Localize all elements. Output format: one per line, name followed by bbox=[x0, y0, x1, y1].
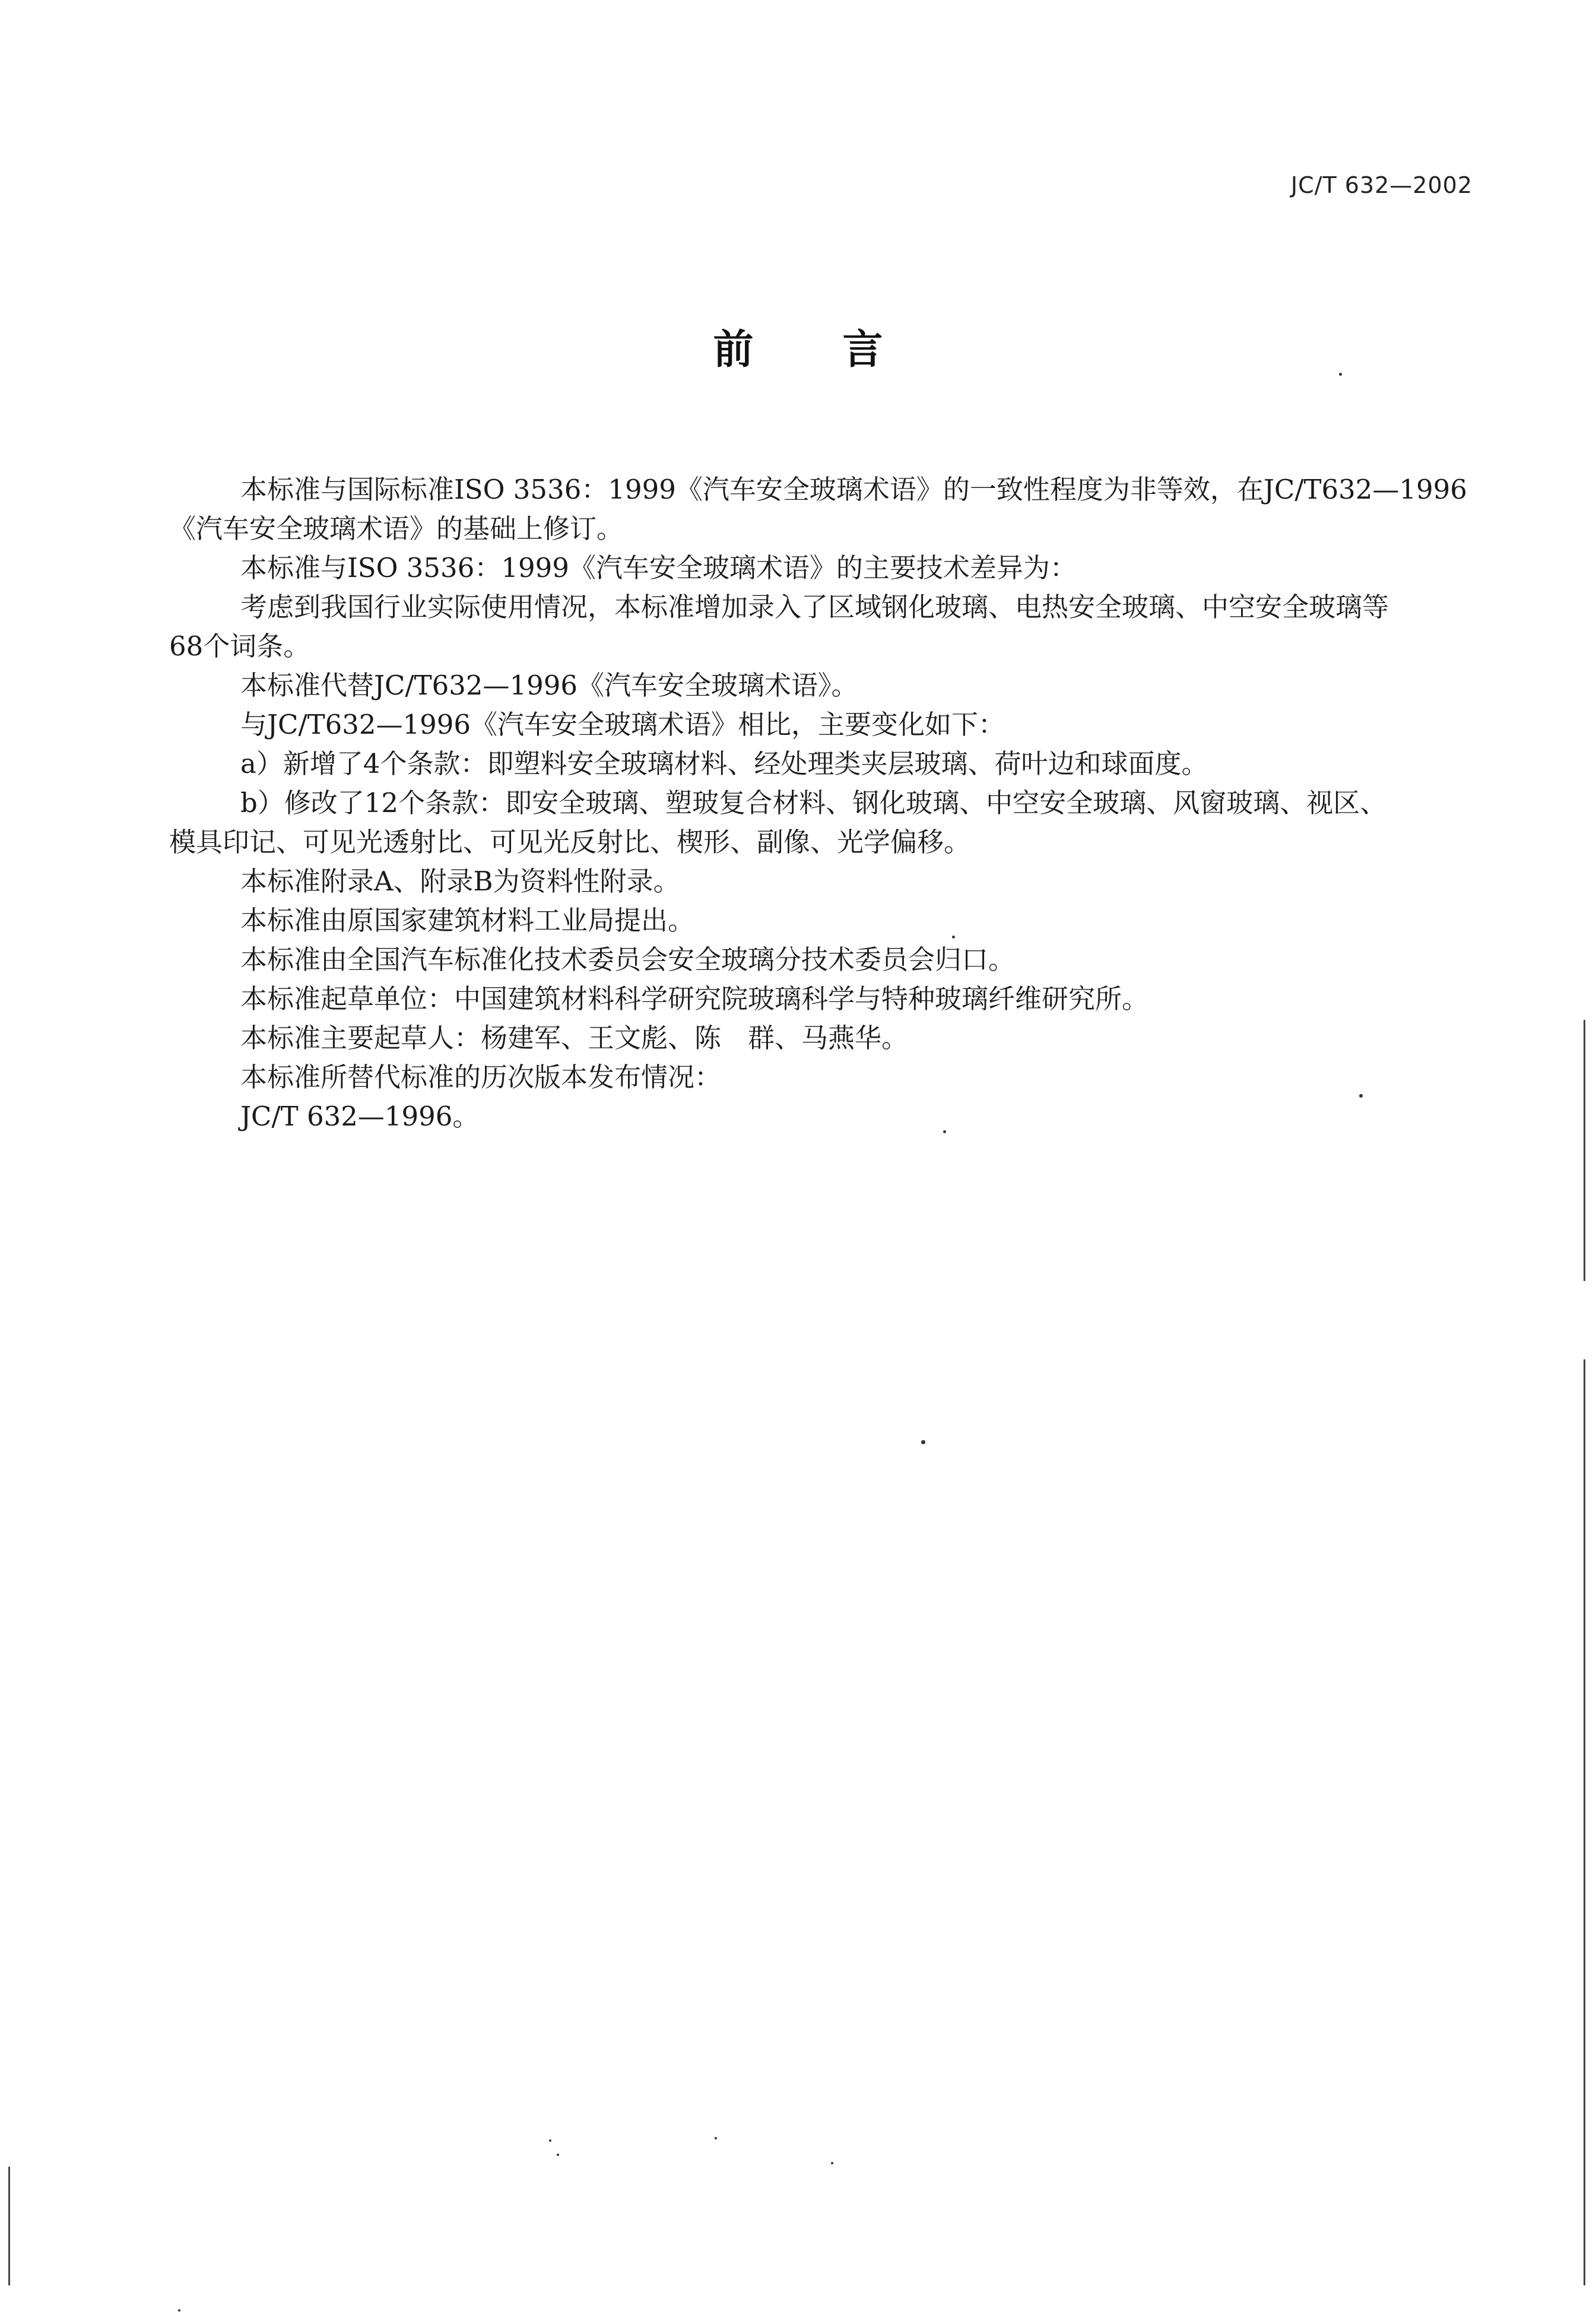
paragraph-drafting-unit: 本标准起草单位：中国建筑材料科学研究院玻璃科学与特种玻璃纤维研究所。 bbox=[240, 983, 1149, 1014]
paragraph-history-version: JC/T 632—1996。 bbox=[240, 1101, 480, 1132]
scan-speck bbox=[952, 936, 955, 939]
paragraph-added-terms: 考虑到我国行业实际使用情况，本标准增加录入了区域钢化玻璃、电热安全玻璃、中空安全玻璃等 bbox=[240, 591, 1389, 623]
list-item-b-cont: 模具印记、可见光透射比、可见光反射比、楔形、副像、光学偏移。 bbox=[169, 826, 971, 858]
scan-edge-line bbox=[1584, 1359, 1585, 2285]
paragraph-main-changes: 与JC/T632—1996《汽车安全玻璃术语》相比，主要变化如下： bbox=[240, 709, 1005, 740]
paragraph-drafters: 本标准主要起草人：杨建军、王文彪、陈 群、马燕华。 bbox=[240, 1022, 909, 1054]
paragraph-centralized-by: 本标准由全国汽车标准化技术委员会安全玻璃分技术委员会归口。 bbox=[240, 944, 1016, 975]
standard-code: JC/T 632—2002 bbox=[1290, 172, 1473, 198]
scan-speck bbox=[549, 2139, 551, 2142]
page-title: 前言 bbox=[713, 326, 972, 373]
scan-speck bbox=[1359, 1094, 1363, 1098]
scan-edge-line bbox=[8, 2167, 10, 2285]
scan-edge-line bbox=[1584, 1020, 1585, 1281]
paragraph-added-terms-cont: 68个词条。 bbox=[169, 630, 310, 662]
paragraph-history: 本标准所替代标准的历次版本发布情况： bbox=[240, 1061, 722, 1093]
scan-speck bbox=[831, 2162, 833, 2164]
paragraph-appendix: 本标准附录A、附录B为资料性附录。 bbox=[240, 865, 680, 897]
scan-speck bbox=[1339, 373, 1342, 376]
paragraph-iso-consistency: 本标准与国际标准ISO 3536：1999《汽车安全玻璃术语》的一致性程度为非等效，在JC/T632—1996 bbox=[240, 474, 1467, 505]
scan-speck bbox=[921, 1440, 925, 1444]
foreword-body bbox=[169, 470, 1475, 1136]
scan-speck bbox=[178, 2309, 180, 2312]
paragraph-iso-consistency-cont: 《汽车安全玻璃术语》的基础上修订。 bbox=[169, 513, 624, 544]
paragraph-replaces: 本标准代替JC/T632—1996《汽车安全玻璃术语》。 bbox=[240, 670, 858, 701]
scan-speck bbox=[943, 1130, 946, 1133]
paragraph-tech-differences: 本标准与ISO 3536：1999《汽车安全玻璃术语》的主要技术差异为： bbox=[240, 552, 1077, 584]
scan-speck bbox=[715, 2137, 717, 2139]
list-item-b: b）修改了12个条款：即安全玻璃、塑玻复合材料、钢化玻璃、中空安全玻璃、风窗玻璃、视区、 bbox=[240, 787, 1387, 819]
scan-speck bbox=[557, 2154, 559, 2156]
paragraph-proposed-by: 本标准由原国家建筑材料工业局提出。 bbox=[240, 905, 695, 936]
list-item-a: a）新增了4个条款：即塑料安全玻璃材料、经处理类夹层玻璃、荷叶边和球面度。 bbox=[240, 748, 1208, 779]
